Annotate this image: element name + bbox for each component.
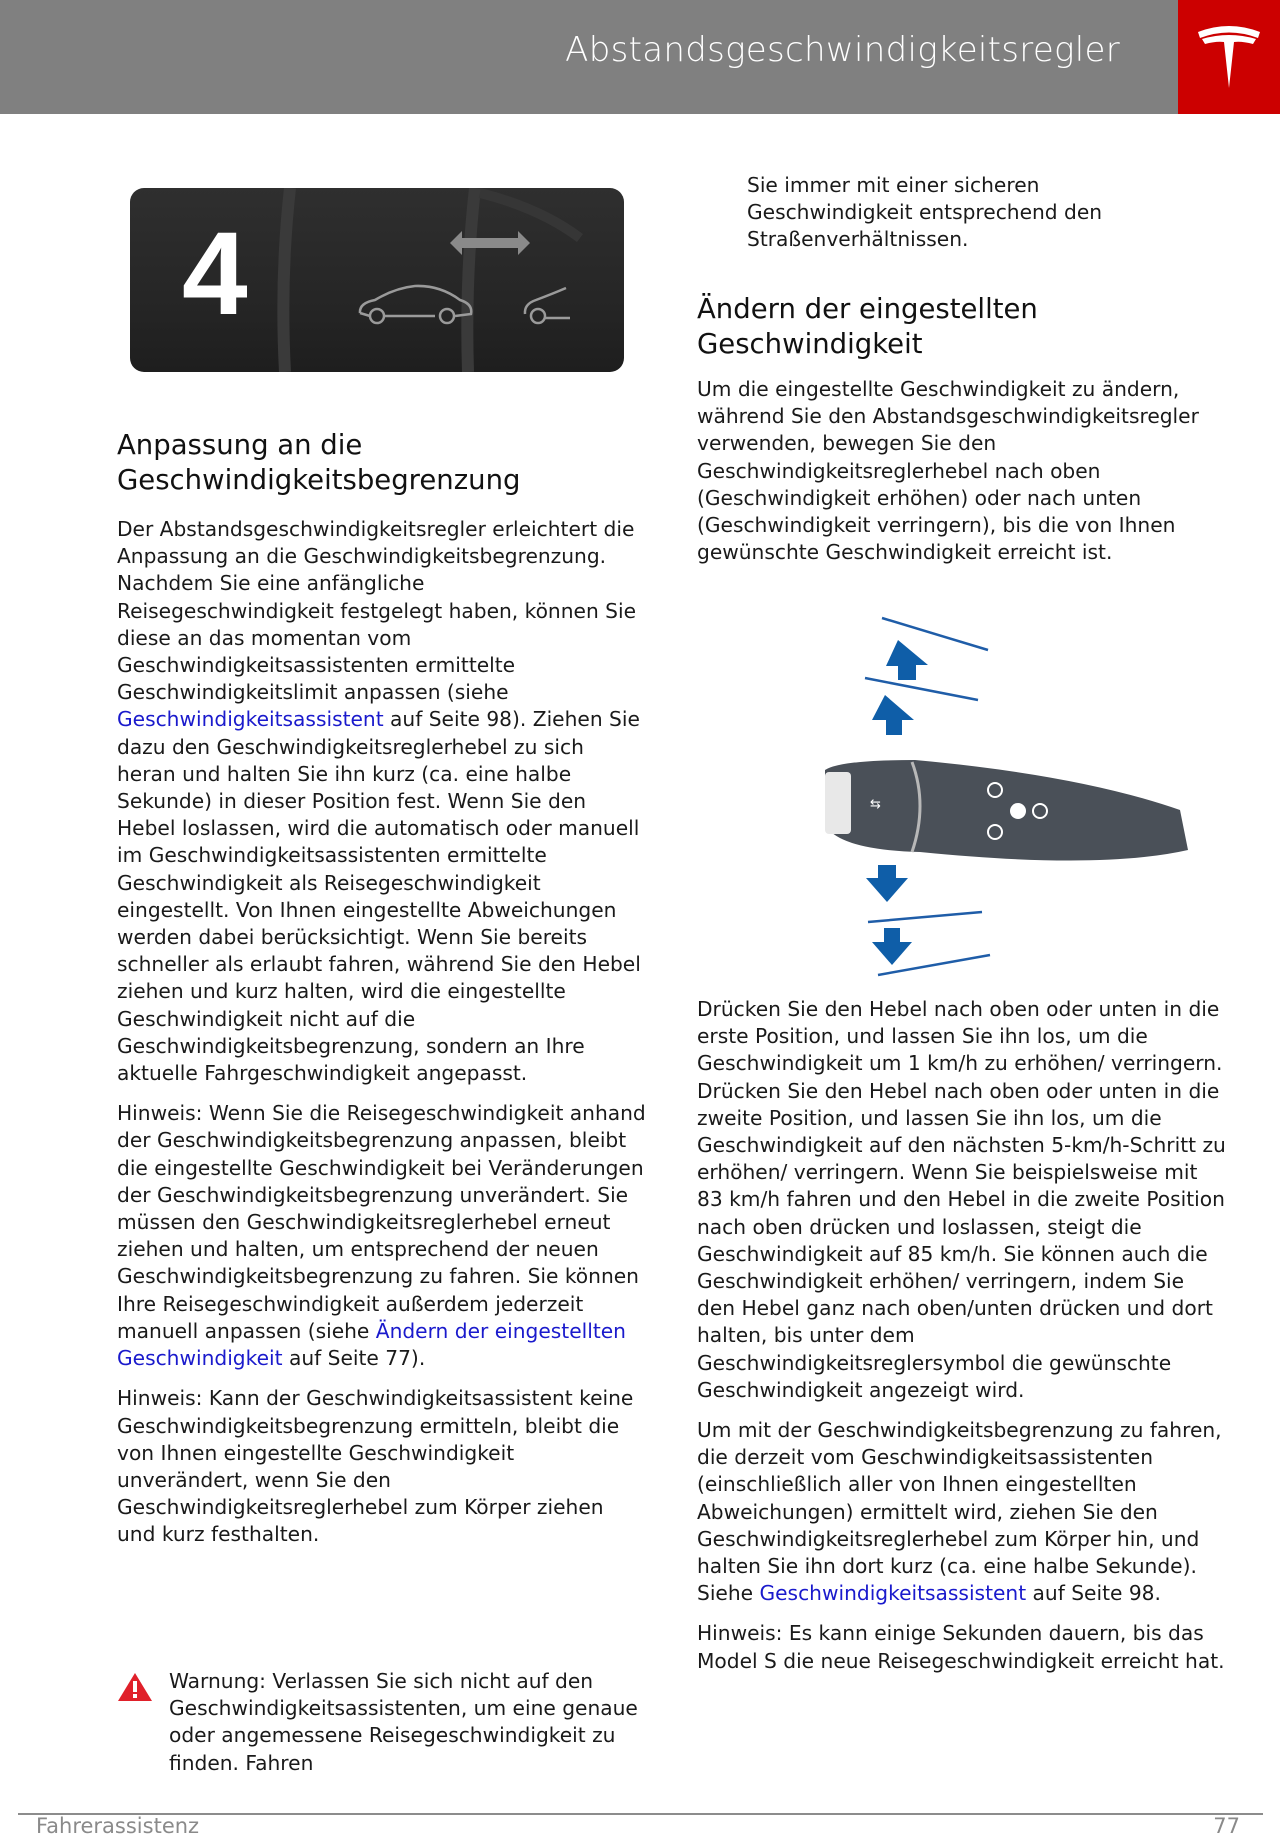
position-line — [868, 912, 982, 922]
paragraph-change-speed: Um die eingestellte Geschwindigkeit zu ändern, während Sie den Abstandsgeschwindigkeitsregler verwenden, bewegen Sie den Geschwindigkeitsreglerhebel nach oben (Geschwindigkeit erhöhen) oder nach unten (Geschwindigkeit verringern), bis die von Ihnen gewünschte Geschwindigkeit erreicht ist. — [697, 377, 1199, 565]
paragraph-speed-limit-intro — [117, 516, 647, 1087]
tesla-logo-icon — [1196, 22, 1262, 92]
lead-car-icon — [522, 286, 582, 328]
arrow-down-icon — [866, 865, 908, 902]
right-column — [697, 292, 1227, 566]
footer-section-name: Fahrerassistenz — [36, 1814, 200, 1838]
paragraph-text: Der Abstandsgeschwindigkeitsregler erleichtert die Anpassung an die Geschwindigkeitsbegrenzung. Nachdem Sie eine anfängliche Reisegeschwindigkeit festgelegt haben, können Sie diese an das momentan vom Geschwindigkeitsassistenten ermittelte Geschwindigkeitslimit anpassen (siehe — [117, 517, 636, 705]
section-heading-change-speed: Ändern der eingestellten Geschwindigkeit — [697, 293, 1038, 360]
link-speed-assist[interactable]: Geschwindigkeitsassistent — [759, 1581, 1027, 1606]
following-distance-setting: 4 — [182, 208, 248, 340]
warning-triangle-icon — [117, 1672, 153, 1702]
link-change-set-speed[interactable]: Ändern der eingestellten Geschwindigkeit — [117, 1318, 626, 1371]
arrow-up-icon — [872, 695, 914, 735]
warning-box — [117, 1668, 647, 1777]
arrow-down-icon — [872, 928, 912, 965]
paragraph-lever-positions: Drücken Sie den Hebel nach oben oder unten in die erste Position, und lassen Sie ihn los, um die Geschwindigkeit um 1 km/h zu erhöhen/ verringern. Drücken Sie den Hebel nach oben oder unten in die zweite Position, und lassen Sie ihn los, um die Geschwindigkeit auf den nächsten 5-km/h-Schritt zu erhöhen/ verringern. Wenn Sie beispielsweise mit 83 km/h fahren und den Hebel in die zweite Position nach oben drücken und loslassen, steigt die Geschwindigkeit auf 85 km/h. Sie können auch die Geschwindigkeit erhöhen/ verringern, indem Sie den Hebel ganz nach oben/unten drücken und dort halten, bis unter dem Geschwindigkeitsreglersymbol die gewünschte Geschwindigkeit angezeigt wird. — [697, 997, 1226, 1402]
warning-continued-text: Sie immer mit einer sicheren Geschwindigkeit entsprechend den Straßenverhältnissen. — [747, 173, 1103, 252]
footer-divider — [18, 1813, 1263, 1815]
note-speed-limit-adjust — [117, 1100, 647, 1372]
left-column — [117, 428, 647, 1549]
cruise-display-figure — [130, 188, 624, 372]
paragraph-text: auf Seite 98). Ziehen Sie dazu den Geschwindigkeitsreglerhebel zu sich heran und halten Sie ihn kurz (ca. eine halbe Sekunde) in dieser Position fest. Wenn Sie den Hebel loslassen, wird die automatisch oder manuell im Geschwindigkeitsassistenten ermittelte Geschwindigkeit als Reisegeschwindigkeit eingestellt. Von Ihnen eingestellte Abweichungen werden dabei berücksichtigt. Wenn Sie bereits schneller als erlaubt fahren, während Sie den Hebel ziehen und kurz halten, wird die eingestellte Geschwindigkeit nicht auf die Geschwindigkeitsbegrenzung, sondern an Ihre aktuelle Fahrgeschwindigkeit angepasst. — [117, 707, 641, 1086]
svg-text:⇆: ⇆ — [870, 797, 881, 812]
link-speed-assist[interactable]: Geschwindigkeitsassistent — [117, 707, 384, 732]
note-text: Hinweis: Wenn Sie die Reisegeschwindigkeit anhand der Geschwindigkeitsbegrenzung anpassen, bleibt die eingestellte Geschwindigkeit bei Veränderungen der Geschwindigkeitsbegrenzung unverändert. Sie müssen den Geschwindigkeitsreglerhebel erneut ziehen und halten, um entsprechend der neuen Geschwindigkeitsbegrenzung zu fahren. Sie können Ihre Reisegeschwindigkeit außerdem jederzeit manuell anpassen (siehe — [117, 1101, 646, 1343]
own-car-icon — [355, 278, 480, 328]
cruise-lever-figure — [800, 610, 1220, 980]
distance-arrow-icon — [450, 228, 540, 258]
page-header — [0, 0, 1280, 114]
note-text: auf Seite 77). — [282, 1346, 426, 1371]
tesla-logo — [1178, 0, 1280, 114]
warning-text: Warnung: Verlassen Sie sich nicht auf den Geschwindigkeitsassistenten, um eine genaue oder angemessene Reisegeschwindigkeit zu finden. Fahren — [169, 1669, 638, 1775]
warning-continued — [747, 172, 1167, 254]
page-number: 77 — [1213, 1814, 1240, 1838]
paragraph-text: auf Seite 98. — [1026, 1581, 1161, 1606]
arrow-up-icon — [886, 640, 928, 680]
section-heading-speed-limit: Anpassung an die Geschwindigkeitsbegrenzung — [117, 429, 521, 496]
note-no-speed-limit: Hinweis: Kann der Geschwindigkeitsassistent keine Geschwindigkeitsbegrenzung ermitteln, bleibt die von Ihnen eingestellte Geschwindigkeit unverändert, wenn Sie den Geschwindigkeitsreglerhebel zum Körper ziehen und kurz festhalten. — [117, 1386, 634, 1547]
note-model-s-delay: Hinweis: Es kann einige Sekunden dauern, bis das Model S die neue Reisegeschwindigkeit erreicht hat. — [697, 1621, 1225, 1673]
paragraph-speed-limit-pull — [697, 1417, 1227, 1607]
position-line — [865, 678, 978, 700]
paragraph-text: Um mit der Geschwindigkeitsbegrenzung zu fahren, die derzeit vom Geschwindigkeitsassistenten (einschließlich aller von Ihnen eingestellten Abweichungen) ermittelt wird, ziehen Sie den Geschwindigkeitsreglerhebel zum Körper hin, und halten Sie ihn dort kurz (ca. eine halbe Sekunde). Siehe — [697, 1418, 1222, 1606]
right-column-lower — [697, 996, 1227, 1675]
page-title: Abstandsgeschwindigkeitsregler — [565, 30, 1120, 70]
